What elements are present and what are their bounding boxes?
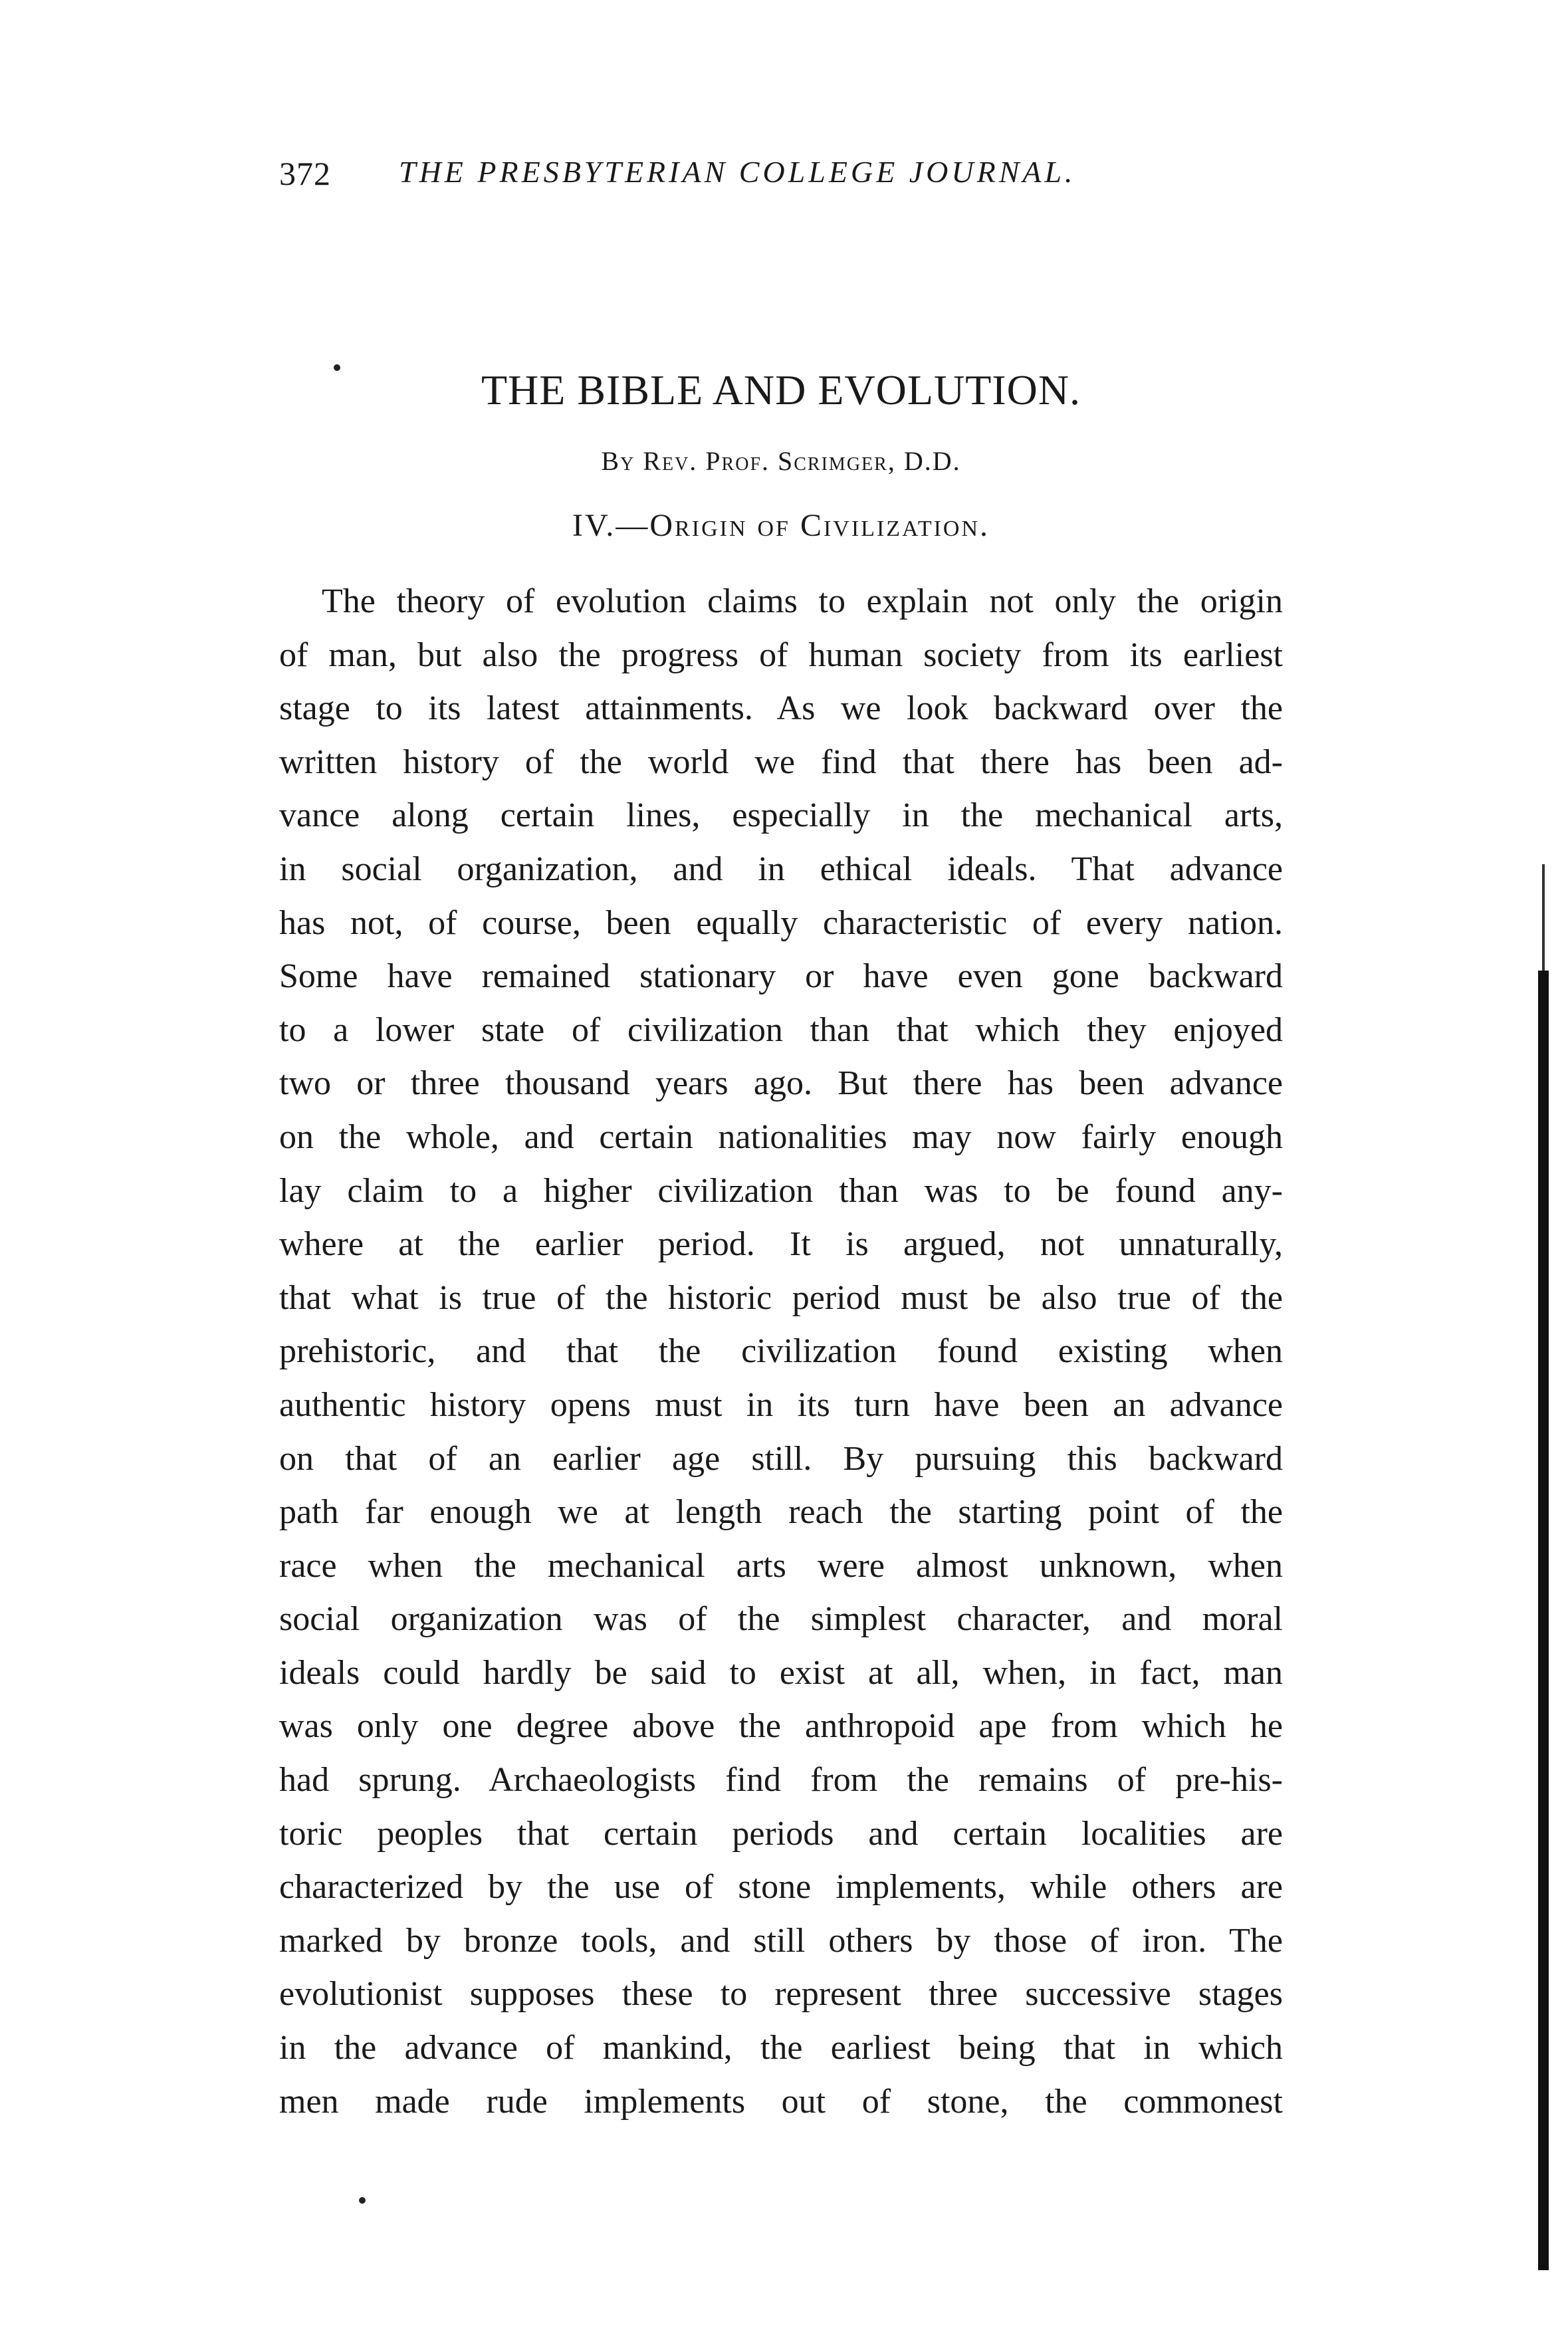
body-line: has not, of course, been equally characteristic of every nation. [279, 903, 1283, 942]
body-line: Some have remained stationary or have even gone backward [279, 957, 1283, 996]
body-line: to a lower state of civilization than that which they enjoyed [279, 1010, 1283, 1049]
body-line: characterized by the use of stone implements, while others are [279, 1868, 1283, 1907]
body-line: in social organization, and in ethical ideals. That advance [279, 850, 1283, 888]
body-text [279, 575, 1283, 2129]
body-line: marked by bronze tools, and still others by those of iron. The [279, 1921, 1283, 1960]
body-line: written history of the world we find that there has been ad- [279, 743, 1283, 781]
body-line: The theory of evolution claims to explain not only the origin [322, 582, 1283, 620]
body-line: on that of an earlier age still. By pursuing this backward [279, 1439, 1283, 1478]
article-title: THE BIBLE AND EVOLUTION. [481, 366, 1081, 413]
body-line: social organization was of the simplest character, and moral [279, 1600, 1283, 1639]
body-line: where at the earlier period. It is argued, not unnaturally, [279, 1225, 1283, 1264]
body-line: toric peoples that certain periods and certain localities are [279, 1814, 1283, 1853]
body-line: on the whole, and certain nationalities may now fairly enough [279, 1117, 1283, 1156]
body-line: that what is true of the historic period must be also true of the [279, 1278, 1283, 1317]
body-line: was only one degree above the anthropoid ape from which he [279, 1707, 1283, 1746]
page-number: 372 [279, 155, 331, 192]
article-byline: By Rev. Prof. Scrimger, D.D. [601, 446, 961, 476]
body-line: ideals could hardly be said to exist at all, when, in fact, man [279, 1653, 1283, 1692]
body-line: vance along certain lines, especially in the mechanical arts, [279, 796, 1283, 835]
journal-title: THE PRESBYTERIAN COLLEGE JOURNAL. [399, 155, 1076, 189]
section-heading: IV.—Origin of Civilization. [572, 508, 990, 543]
running-head [279, 154, 1256, 201]
scan-edge-bar [1538, 971, 1549, 2270]
body-line: in the advance of mankind, the earliest being that in which [279, 2029, 1283, 2067]
scan-edge-mark [1542, 864, 1545, 977]
body-line: authentic history opens must in its turn have been an advance [279, 1385, 1283, 1424]
body-line: prehistoric, and that the civilization found existing when [279, 1332, 1283, 1371]
body-line: two or three thousand years ago. But there has been advance [279, 1064, 1283, 1103]
body-line: path far enough we at length reach the starting point of the [279, 1493, 1283, 1532]
body-line: stage to its latest attainments. As we look backward over the [279, 689, 1283, 728]
body-line: had sprung. Archaeologists find from the remains of pre-his- [279, 1761, 1283, 1800]
body-line: men made rude implements out of stone, the commonest [279, 2082, 1283, 2121]
body-line: of man, but also the progress of human society from its earliest [279, 636, 1283, 674]
print-speck [359, 2197, 366, 2204]
body-line: lay claim to a higher civilization than was to be found any- [279, 1171, 1283, 1210]
body-line: evolutionist supposes these to represent three successive stages [279, 1975, 1283, 2014]
body-line: race when the mechanical arts were almost unknown, when [279, 1546, 1283, 1585]
